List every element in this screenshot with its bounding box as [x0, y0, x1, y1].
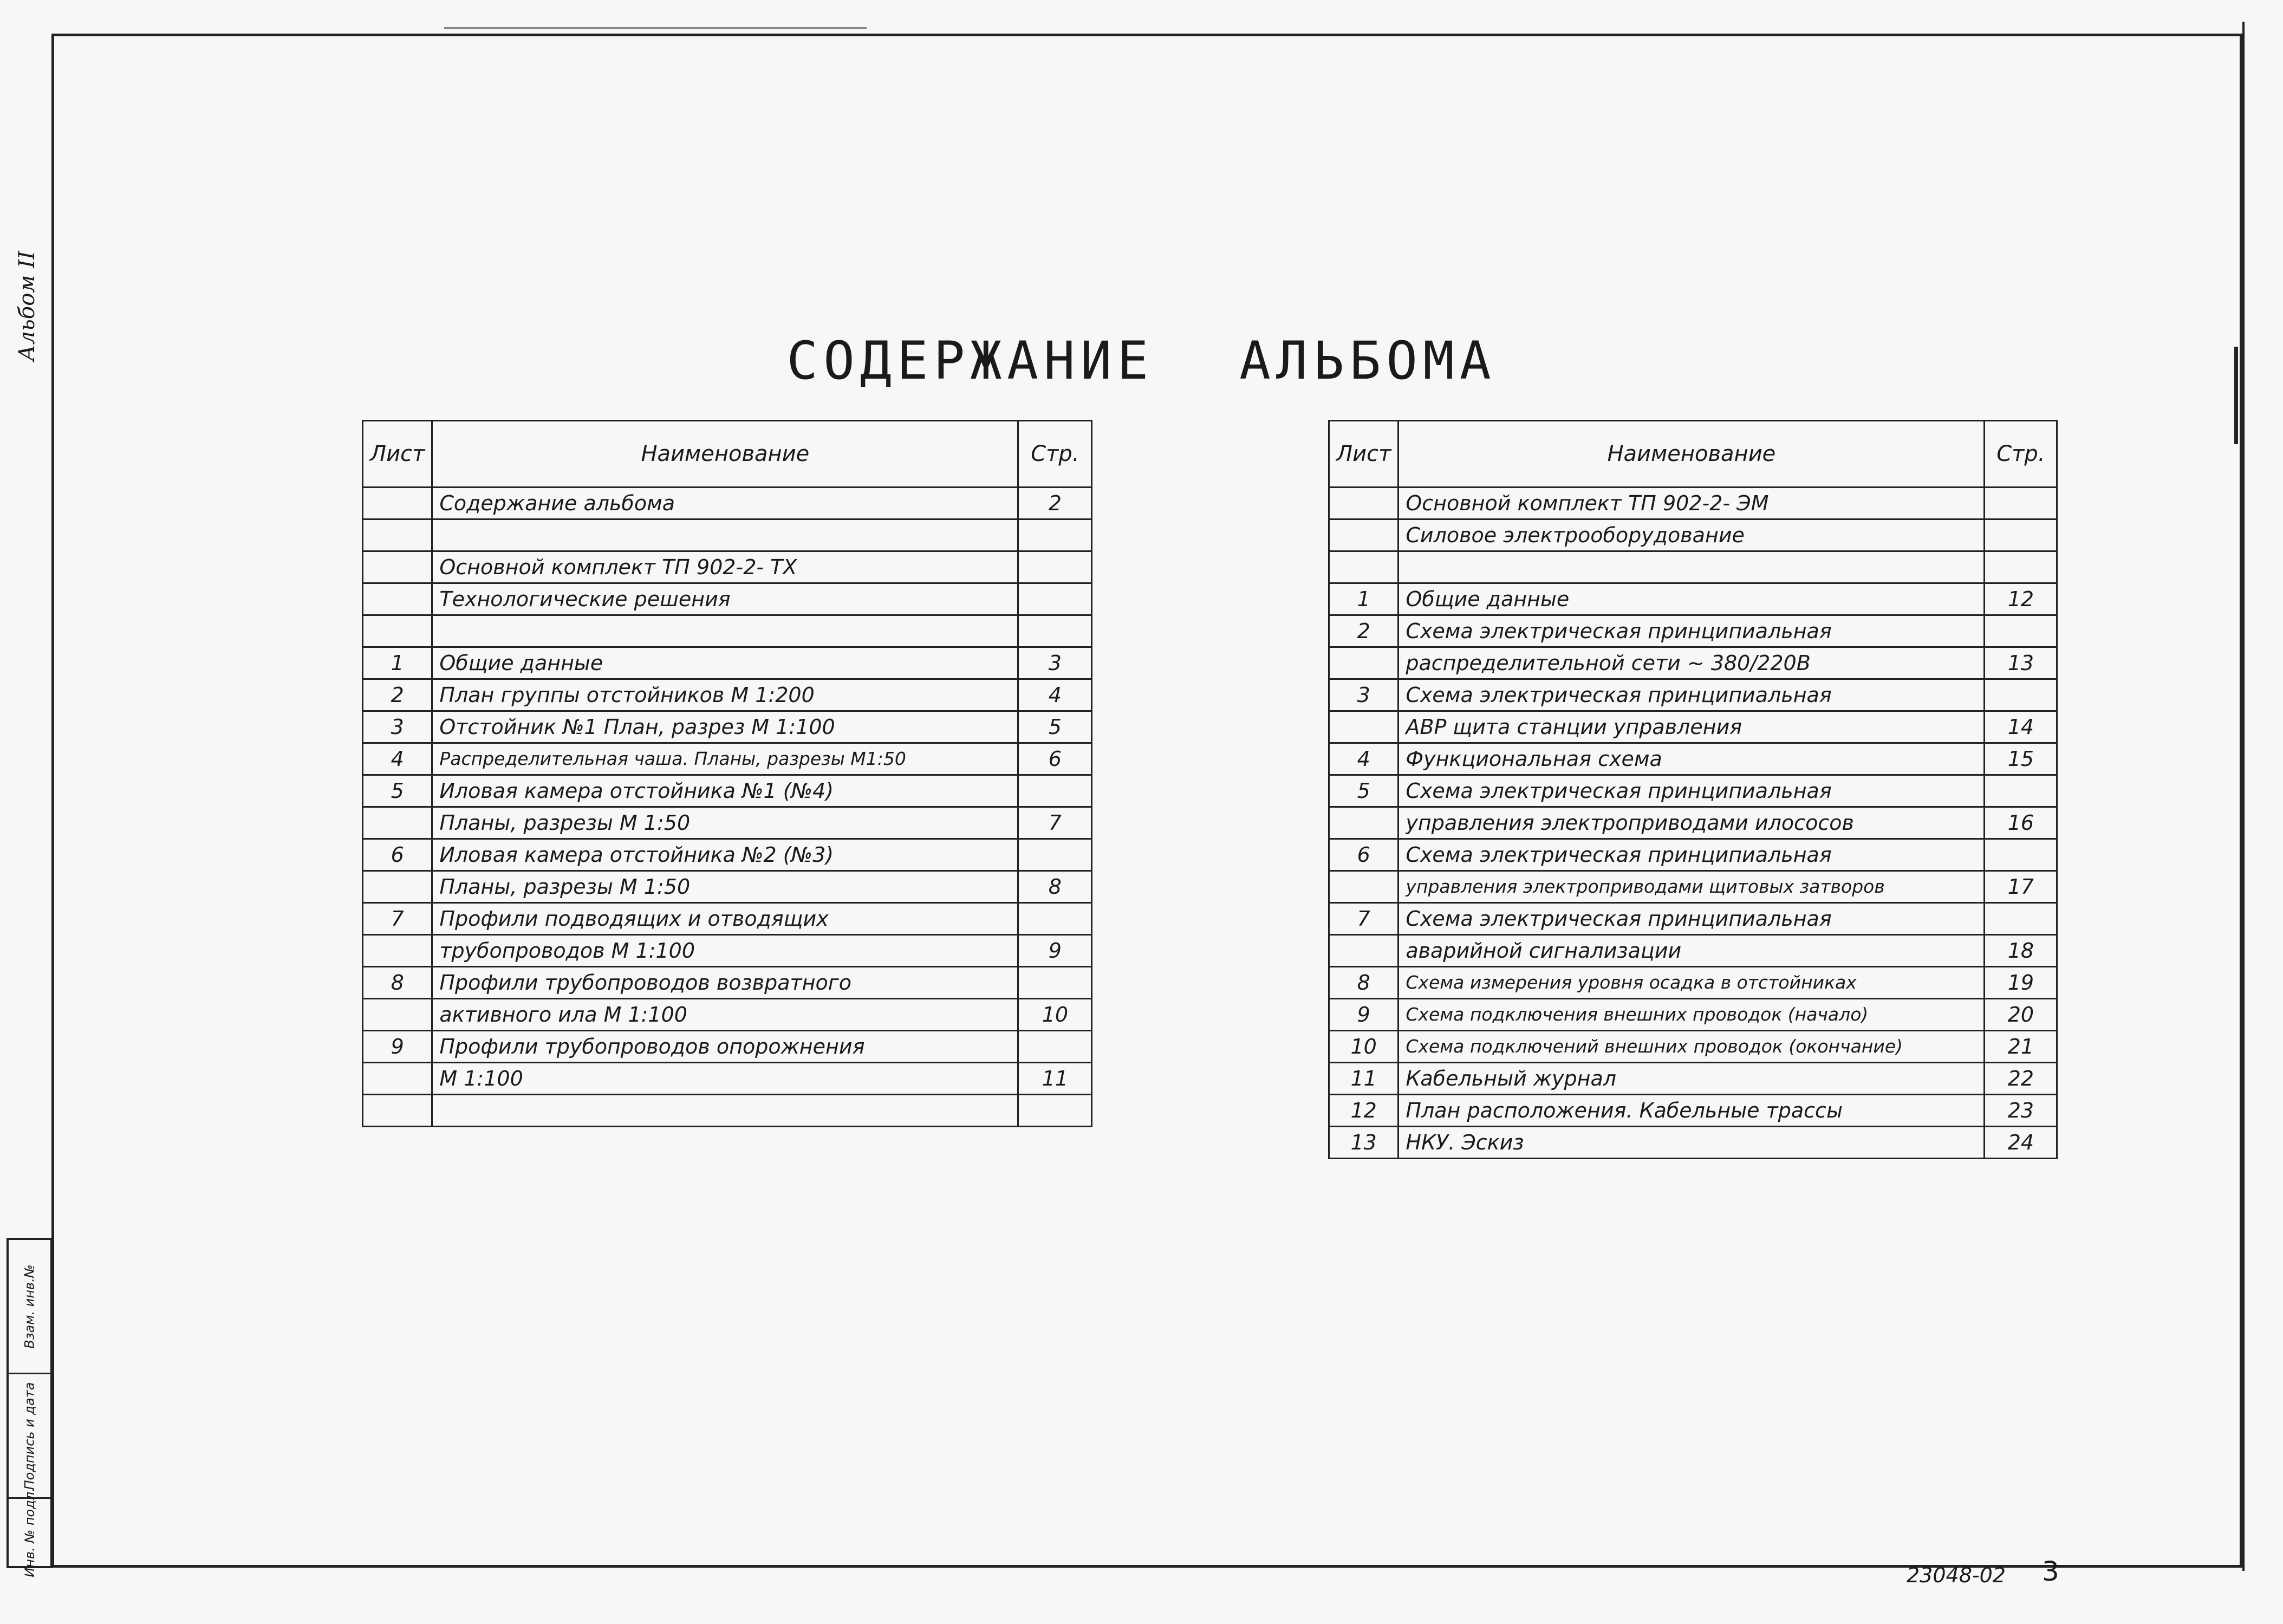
table-row: [1329, 871, 2057, 903]
row-title: Основной комплект ТП 902-2- ЭМ: [1399, 488, 1985, 519]
table-row: [363, 679, 1092, 711]
row-page-number: [1985, 615, 2057, 647]
stamp-cell-inventory: [9, 1487, 50, 1577]
row-page-number: [1985, 775, 2057, 807]
table-row: [363, 551, 1092, 583]
row-title: Отстойник №1 План, разрез М 1:100: [432, 711, 1018, 743]
row-page-number: 18: [1985, 935, 2057, 967]
row-sheet-number: 10: [1329, 1031, 1399, 1063]
table-header-row: [363, 421, 1092, 488]
table-row: [363, 807, 1092, 839]
row-title: НКУ. Эскиз: [1399, 1127, 1985, 1159]
row-sheet-number: [363, 871, 432, 903]
row-title: Схема подключений внешних проводок (окончание): [1399, 1031, 1985, 1063]
row-sheet-number: [363, 935, 432, 967]
top-edge-mark: [444, 27, 867, 29]
row-sheet-number: 1: [363, 647, 432, 679]
table-row: [1329, 903, 2057, 935]
row-sheet-number: 9: [363, 1031, 432, 1063]
row-page-number: 10: [1018, 999, 1092, 1031]
table-row: [363, 903, 1092, 935]
row-sheet-number: [1329, 871, 1399, 903]
table-row: [1329, 583, 2057, 615]
table-row: [1329, 679, 2057, 711]
row-page-number: 14: [1985, 711, 2057, 743]
stamp-cell-signature: [9, 1373, 50, 1497]
row-sheet-number: 4: [363, 743, 432, 775]
row-title: Профили подводящих и отводящих: [432, 903, 1018, 935]
row-title: План группы отстойников М 1:200: [432, 679, 1018, 711]
row-title: План расположения. Кабельные трассы: [1399, 1095, 1985, 1127]
table-row: [1329, 711, 2057, 743]
table-row: [1329, 1063, 2057, 1095]
table-row: [363, 519, 1092, 551]
row-title: Основной комплект ТП 902-2- ТХ: [432, 551, 1018, 583]
row-title: Силовое электрооборудование: [1399, 519, 1985, 551]
row-sheet-number: [363, 583, 432, 615]
row-title: Схема электрическая принципиальная: [1399, 615, 1985, 647]
row-page-number: [1018, 583, 1092, 615]
row-title: управления электроприводами щитовых затворов: [1399, 871, 1985, 903]
row-sheet-number: [363, 999, 432, 1031]
row-sheet-number: 7: [1329, 903, 1399, 935]
row-title: Технологические решения: [432, 583, 1018, 615]
row-title: Кабельный журнал: [1399, 1063, 1985, 1095]
row-page-number: 19: [1985, 967, 2057, 999]
row-page-number: 4: [1018, 679, 1092, 711]
table-header-row: [1329, 421, 2057, 488]
table-row: [363, 1095, 1092, 1127]
row-page-number: 16: [1985, 807, 2057, 839]
row-page-number: 6: [1018, 743, 1092, 775]
row-sheet-number: [363, 1095, 432, 1127]
row-title: Профили трубопроводов опорожнения: [432, 1031, 1018, 1063]
row-sheet-number: 11: [1329, 1063, 1399, 1095]
row-sheet-number: [1329, 935, 1399, 967]
row-page-number: [1018, 1095, 1092, 1127]
row-sheet-number: 12: [1329, 1095, 1399, 1127]
column-header-page: Стр.: [1018, 421, 1092, 488]
row-title: [1399, 551, 1985, 583]
table-row: [363, 999, 1092, 1031]
row-page-number: [1985, 488, 2057, 519]
row-title: Общие данные: [1399, 583, 1985, 615]
row-page-number: [1985, 903, 2057, 935]
row-page-number: [1985, 679, 2057, 711]
album-side-label: [3, 251, 51, 361]
approval-stamp: [6, 1238, 53, 1577]
row-page-number: 21: [1985, 1031, 2057, 1063]
table-row: [363, 711, 1092, 743]
row-sheet-number: [363, 1063, 432, 1095]
row-title: Иловая камера отстойника №2 (№3): [432, 839, 1018, 871]
row-title: [432, 615, 1018, 647]
row-page-number: 17: [1985, 871, 2057, 903]
row-page-number: 11: [1018, 1063, 1092, 1095]
stamp-cell-replacement: [9, 1240, 50, 1373]
row-title: Схема электрическая принципиальная: [1399, 903, 1985, 935]
row-title: Иловая камера отстойника №1 (№4): [432, 775, 1018, 807]
row-page-number: 8: [1018, 871, 1092, 903]
table-row: [363, 1063, 1092, 1095]
row-title: Схема электрическая принципиальная: [1399, 679, 1985, 711]
album-side-label-text: Альбом II: [15, 251, 40, 361]
row-page-number: 7: [1018, 807, 1092, 839]
row-page-number: [1018, 775, 1092, 807]
drawing-code: 23048-02: [1907, 1563, 2006, 1587]
row-title: аварийной сигнализации: [1399, 935, 1985, 967]
row-title: управления электроприводами илососов: [1399, 807, 1985, 839]
contents-table-right: [1328, 420, 2058, 1159]
row-sheet-number: [363, 807, 432, 839]
frame-right-edge: [2242, 22, 2245, 1571]
row-sheet-number: [1329, 647, 1399, 679]
row-title: Схема электрическая принципиальная: [1399, 775, 1985, 807]
table-row: [1329, 807, 2057, 839]
row-title: Схема подключения внешних проводок (начало): [1399, 999, 1985, 1031]
row-sheet-number: 6: [1329, 839, 1399, 871]
column-header-name: Наименование: [432, 421, 1018, 488]
row-title: М 1:100: [432, 1063, 1018, 1095]
row-sheet-number: [1329, 519, 1399, 551]
row-page-number: 12: [1985, 583, 2057, 615]
row-sheet-number: [1329, 807, 1399, 839]
table-row: [1329, 615, 2057, 647]
row-page-number: 22: [1985, 1063, 2057, 1095]
row-title: Схема электрическая принципиальная: [1399, 839, 1985, 871]
row-title: Планы, разрезы М 1:50: [432, 807, 1018, 839]
row-title: [432, 1095, 1018, 1127]
table-row: [363, 839, 1092, 871]
row-sheet-number: 2: [363, 679, 432, 711]
row-page-number: 3: [1018, 647, 1092, 679]
table-row: [1329, 488, 2057, 519]
table-row: [363, 935, 1092, 967]
row-title: Схема измерения уровня осадка в отстойниках: [1399, 967, 1985, 999]
table-row: [1329, 743, 2057, 775]
stamp-cell-signature-text: Подпись и дата: [22, 1382, 37, 1490]
contents-table-left: [362, 420, 1092, 1127]
table-row: [363, 775, 1092, 807]
row-title: Функциональная схема: [1399, 743, 1985, 775]
row-title: АВР щита станции управления: [1399, 711, 1985, 743]
column-header-page: Стр.: [1985, 421, 2057, 488]
row-page-number: [1018, 903, 1092, 935]
row-title: Планы, разрезы М 1:50: [432, 871, 1018, 903]
page-title: СОДЕРЖАНИЕ АЛЬБОМА: [786, 330, 1497, 391]
row-sheet-number: 3: [363, 711, 432, 743]
row-page-number: [1985, 839, 2057, 871]
row-sheet-number: 3: [1329, 679, 1399, 711]
row-sheet-number: 6: [363, 839, 432, 871]
table-row: [363, 583, 1092, 615]
row-sheet-number: [363, 551, 432, 583]
table-row: [363, 967, 1092, 999]
table-row: [1329, 999, 2057, 1031]
row-title: [432, 519, 1018, 551]
row-sheet-number: 13: [1329, 1127, 1399, 1159]
row-page-number: [1018, 839, 1092, 871]
row-sheet-number: 9: [1329, 999, 1399, 1031]
row-sheet-number: 4: [1329, 743, 1399, 775]
row-page-number: [1018, 967, 1092, 999]
table-row: [1329, 551, 2057, 583]
row-sheet-number: 8: [363, 967, 432, 999]
sheet-number: 3: [2042, 1556, 2059, 1587]
row-sheet-number: [1329, 551, 1399, 583]
row-title: Распределительная чаша. Планы, разрезы М1:50: [432, 743, 1018, 775]
table-row: [1329, 1095, 2057, 1127]
table-row: [363, 488, 1092, 519]
row-title: Общие данные: [432, 647, 1018, 679]
table-row: [1329, 839, 2057, 871]
row-sheet-number: [1329, 711, 1399, 743]
row-sheet-number: 5: [363, 775, 432, 807]
row-page-number: 5: [1018, 711, 1092, 743]
row-title: трубопроводов М 1:100: [432, 935, 1018, 967]
row-page-number: [1985, 551, 2057, 583]
row-sheet-number: [1329, 488, 1399, 519]
row-page-number: 15: [1985, 743, 2057, 775]
row-page-number: [1018, 1031, 1092, 1063]
row-sheet-number: 1: [1329, 583, 1399, 615]
row-sheet-number: [363, 615, 432, 647]
table-row: [363, 1031, 1092, 1063]
row-page-number: [1018, 519, 1092, 551]
row-page-number: [1018, 551, 1092, 583]
table-row: [363, 743, 1092, 775]
row-page-number: [1018, 615, 1092, 647]
row-page-number: 13: [1985, 647, 2057, 679]
row-title: Профили трубопроводов возвратного: [432, 967, 1018, 999]
row-sheet-number: 5: [1329, 775, 1399, 807]
row-page-number: 9: [1018, 935, 1092, 967]
table-row: [363, 615, 1092, 647]
row-title: распределительной сети ~ 380/220В: [1399, 647, 1985, 679]
row-sheet-number: [363, 519, 432, 551]
row-title: активного ила М 1:100: [432, 999, 1018, 1031]
column-header-sheet: Лист: [1329, 421, 1399, 488]
row-sheet-number: 8: [1329, 967, 1399, 999]
table-row: [1329, 1127, 2057, 1159]
row-page-number: 2: [1018, 488, 1092, 519]
row-page-number: 24: [1985, 1127, 2057, 1159]
table-row: [1329, 647, 2057, 679]
table-row: [1329, 967, 2057, 999]
row-sheet-number: 7: [363, 903, 432, 935]
table-row: [1329, 1031, 2057, 1063]
table-row: [363, 647, 1092, 679]
row-page-number: [1985, 519, 2057, 551]
table-row: [1329, 775, 2057, 807]
table-row: [1329, 519, 2057, 551]
table-row: [1329, 935, 2057, 967]
stamp-cell-inventory-text: Инв. № подл.: [22, 1487, 37, 1577]
row-title: Содержание альбома: [432, 488, 1018, 519]
column-header-name: Наименование: [1399, 421, 1985, 488]
column-header-sheet: Лист: [363, 421, 432, 488]
table-row: [363, 871, 1092, 903]
row-page-number: 20: [1985, 999, 2057, 1031]
row-sheet-number: [363, 488, 432, 519]
row-sheet-number: 2: [1329, 615, 1399, 647]
row-page-number: 23: [1985, 1095, 2057, 1127]
stamp-cell-replacement-text: Взам. инв.№: [22, 1264, 37, 1349]
